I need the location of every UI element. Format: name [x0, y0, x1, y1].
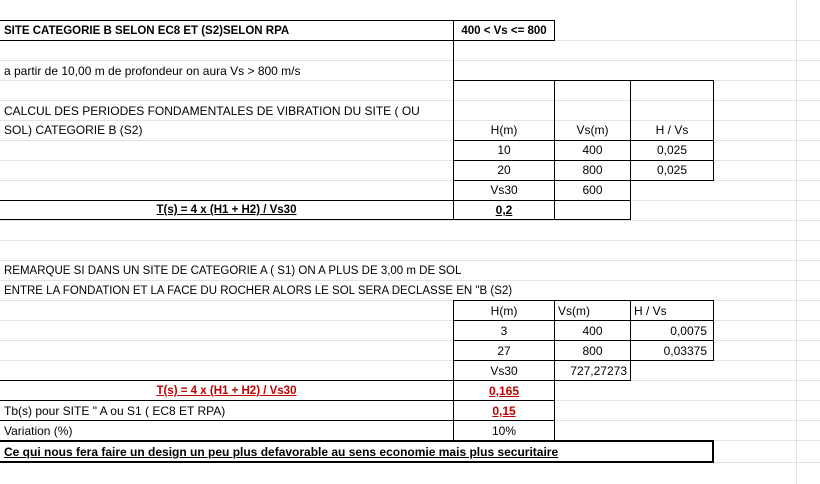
s2-row1-vs[interactable]: 400: [582, 324, 603, 338]
s1-row1-h[interactable]: 10: [497, 143, 511, 157]
s1-row1-vs[interactable]: 400: [582, 143, 603, 157]
s1-vs30-value[interactable]: 600: [582, 183, 603, 197]
s2-col-h: H(m): [490, 304, 518, 318]
s2-row1-hvs[interactable]: 0,0075: [670, 324, 707, 338]
tb-label: Tb(s) pour SITE " A ou S1 ( EC8 ET RPA): [4, 404, 226, 418]
s1-formula: T(s) = 4 x (H1 + H2) / Vs30: [156, 204, 297, 216]
depth-note: a partir de 10,00 m de profondeur on aura Vs > 800 m/s: [4, 64, 301, 78]
s2-vs30-value[interactable]: 727,27273: [570, 364, 627, 378]
s2-col-hvs: H / Vs: [634, 304, 667, 318]
s2-row2-vs[interactable]: 800: [582, 344, 603, 358]
s1-result[interactable]: 0,2: [495, 203, 513, 217]
s1-col-vs: Vs(m): [576, 123, 609, 137]
remark-line2: ENTRE LA FONDATION ET LA FACE DU ROCHER ALORS LE SOL SERA DECLASSE EN "B (S2): [4, 285, 513, 297]
s2-row2-hvs[interactable]: 0,03375: [663, 344, 707, 358]
section1-heading-line2: SOL) CATEGORIE B (S2): [4, 123, 143, 137]
s2-row1-h[interactable]: 3: [500, 324, 508, 338]
sheet-title: SITE CATEGORIE B SELON EC8 ET (S2)SELON RPA: [4, 25, 290, 37]
s1-vs30-label: Vs30: [490, 183, 518, 197]
s1-row2-hvs[interactable]: 0,025: [656, 163, 688, 177]
s1-col-h: H(m): [490, 123, 518, 137]
s2-row2-h[interactable]: 27: [497, 344, 511, 358]
tb-value[interactable]: 0,15: [492, 404, 516, 418]
conclusion-text: Ce qui nous fera faire un design un peu plus defavorable au sens economie mais plus securitaire: [4, 445, 559, 459]
s1-col-hvs: H / Vs: [655, 123, 689, 137]
s1-row2-vs[interactable]: 800: [582, 163, 603, 177]
remark-line1: REMARQUE SI DANS UN SITE DE CATEGORIE A ( S1) ON A PLUS DE 3,00 m DE SOL: [4, 265, 462, 277]
s2-result[interactable]: 0,165: [488, 384, 520, 398]
variation-label: Variation (%): [4, 424, 73, 438]
s2-vs30-label: Vs30: [490, 364, 518, 378]
s2-col-vs: Vs(m): [558, 304, 590, 318]
s1-row2-h[interactable]: 20: [497, 163, 511, 177]
vs-range-cell: 400 < Vs <= 800: [461, 25, 547, 37]
variation-value[interactable]: 10%: [491, 424, 517, 438]
s1-row1-hvs[interactable]: 0,025: [656, 143, 688, 157]
section1-heading-line1: CALCUL DES PERIODES FONDAMENTALES DE VIBRATION DU SITE ( OU: [4, 104, 420, 118]
s2-formula: T(s) = 4 x (H1 + H2) / Vs30: [156, 385, 297, 397]
